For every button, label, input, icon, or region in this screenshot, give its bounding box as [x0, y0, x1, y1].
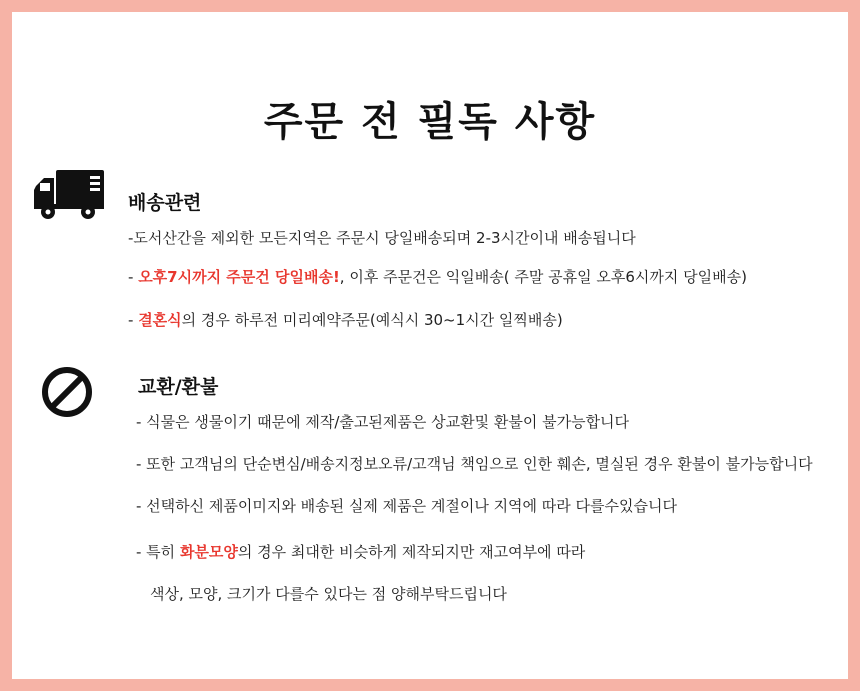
exchange-line-4-prefix: - 특히 [136, 543, 180, 561]
exchange-line-1: - 식물은 생물이기 때문에 제작/출고된제품은 상교환및 환불이 불가능합니다 [136, 413, 630, 431]
shipping-line-2-rest: , 이후 주문건은 익일배송( 주말 공휴일 오후6시까지 당일배송) [339, 268, 747, 286]
shipping-line-3 [128, 309, 563, 330]
exchange-line-4-rest: 의 경우 최대한 비슷하게 제작되지만 재고여부에 따라 [237, 543, 586, 561]
same-day-highlight: 오후7시까지 주문건 당일배송! [138, 268, 340, 286]
shipping-line-3-rest: 의 경우 하루전 미리예약주문(예식시 30~1시간 일찍배송) [181, 311, 563, 329]
exchange-line-3: - 선택하신 제품이미지와 배송된 실제 제품은 계절이나 지역에 따라 다를수있습니다 [136, 497, 677, 515]
pot-shape-highlight: 화분모양 [179, 543, 238, 561]
shipping-line-2 [128, 266, 747, 287]
shipping-line-1: -도서산간을 제외한 모든지역은 주문시 당일배송되며 2-3시간이내 배송됩니다 [128, 229, 636, 247]
wedding-highlight: 결혼식 [138, 311, 182, 329]
exchange-line-5: 색상, 모양, 크기가 다를수 있다는 점 양해부탁드립니다 [150, 585, 507, 603]
exchange-line-2: - 또한 고객님의 단순변심/배송지정보오류/고객님 책임으로 인한 훼손, 멸실된 경우 환불이 불가능합니다 [136, 455, 813, 473]
prohibited-icon [40, 365, 94, 419]
shipping-heading: 배송관련 [128, 192, 202, 214]
page-title: 주문 전 필독 사항 [263, 99, 597, 145]
exchange-heading: 교환/환불 [138, 376, 219, 398]
truck-icon [32, 168, 106, 220]
shipping-line-2-prefix: - [128, 268, 139, 286]
shipping-line-3-prefix: - [128, 311, 139, 329]
exchange-line-4 [136, 541, 585, 562]
